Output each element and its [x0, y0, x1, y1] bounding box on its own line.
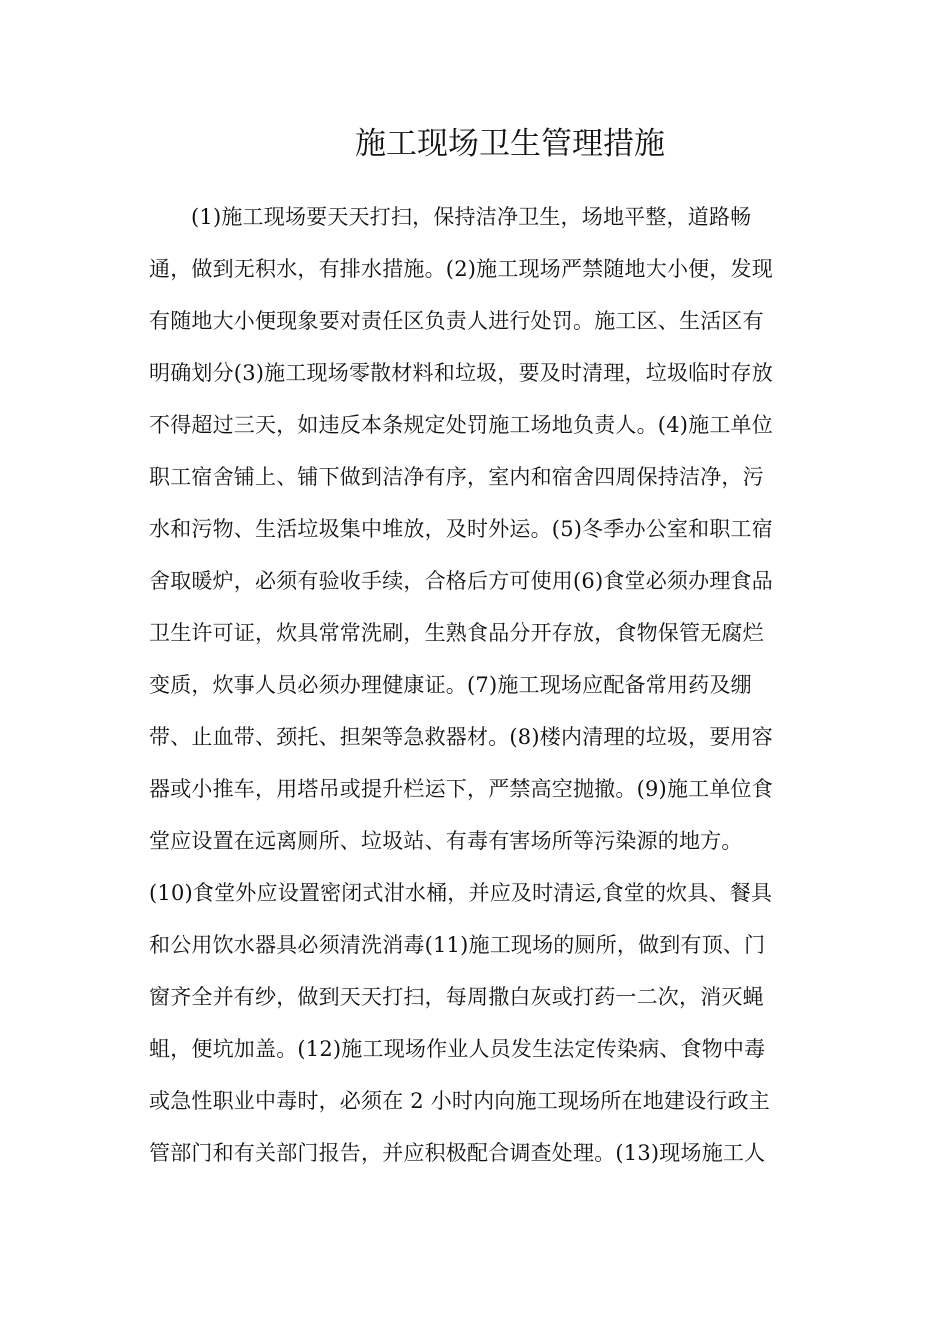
body-line: (1)施工现场要天天打扫，保持洁净卫生，场地平整，道路畅 — [191, 205, 752, 229]
body-line: 管部门和有关部门报告，并应积极配合调查处理。(13)现场施工人 — [149, 1141, 766, 1165]
body-line: 变质，炊事人员必须办理健康证。(7)施工现场应配备常用药及绷 — [149, 673, 752, 697]
body-line: 窗齐全并有纱，做到天天打扫，每周撒白灰或打药一二次，消灭蝇 — [149, 985, 764, 1009]
body-line: 或急性职业中毒时，必须在 2 小时内向施工现场所在地建设行政主 — [149, 1089, 770, 1113]
body-line: 带、止血带、颈托、担架等急救器材。(8)楼内清理的垃圾，要用容 — [149, 725, 773, 749]
body-line: 器或小推车，用塔吊或提升栏运下，严禁高空抛撤。(9)施工单位食 — [149, 777, 773, 801]
body-line: 有随地大小便现象要对责任区负责人进行处罚。施工区、生活区有 — [149, 309, 764, 333]
body-line: 通，做到无积水，有排水措施。(2)施工现场严禁随地大小便，发现 — [149, 257, 773, 281]
body-line: 卫生许可证，炊具常常洗刷，生熟食品分开存放，食物保管无腐烂 — [149, 621, 764, 645]
body-line: 蛆，便坑加盖。(12)施工现场作业人员发生法定传染病、食物中毒 — [149, 1037, 766, 1061]
body-line: 明确划分(3)施工现场零散材料和垃圾，要及时清理，垃圾临时存放 — [149, 361, 773, 385]
document-body — [149, 191, 804, 1179]
body-line: 堂应设置在远离厕所、垃圾站、有毒有害场所等污染源的地方。 — [149, 829, 743, 853]
body-line: 和公用饮水器具必须清洗消毒(11)施工现场的厕所，做到有顶、门 — [149, 933, 766, 957]
document-title: 施工现场卫生管理措施 — [355, 126, 665, 162]
body-line: 水和污物、生活垃圾集中堆放，及时外运。(5)冬季办公室和职工宿 — [149, 517, 773, 541]
body-line: (10)食堂外应设置密闭式泔水桶，并应及时清运,食堂的炊具、餐具 — [149, 881, 773, 905]
body-line: 舍取暖炉，必须有验收手续，合格后方可使用(6)食堂必须办理食品 — [149, 569, 773, 593]
body-line: 不得超过三天，如违反本条规定处罚施工场地负责人。(4)施工单位 — [149, 413, 773, 437]
body-line: 职工宿舍铺上、铺下做到洁净有序，室内和宿舍四周保持洁净，污 — [149, 465, 764, 489]
